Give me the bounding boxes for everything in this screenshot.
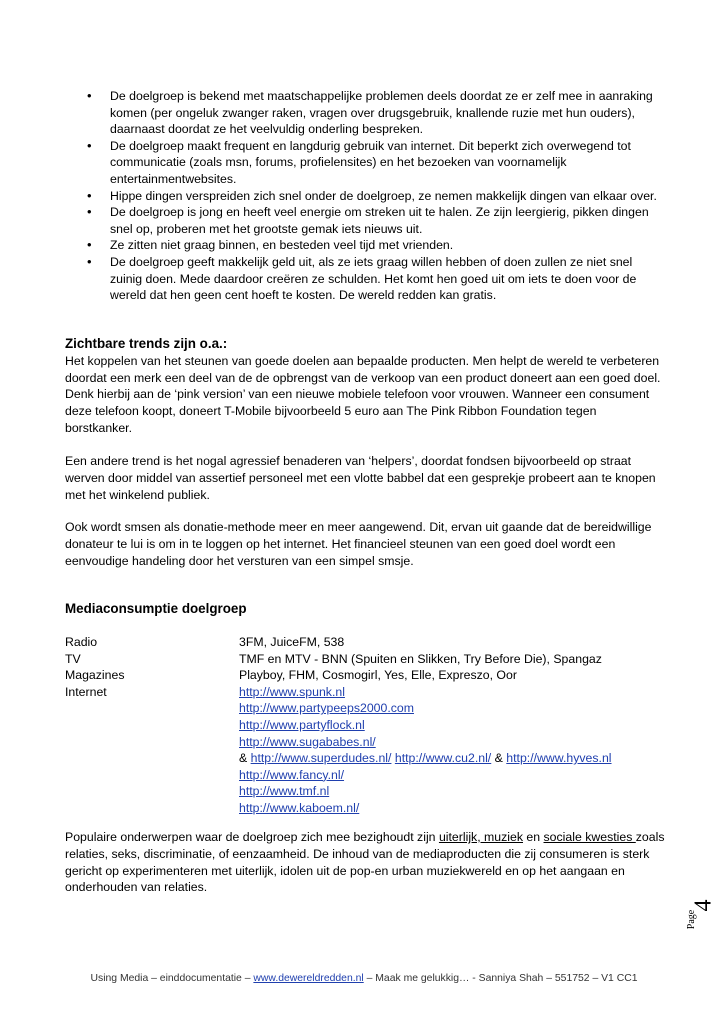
bullet-text: Hippe dingen verspreiden zich snel onder de doelgroep, ze nemen makkelijk dingen van elkaar over.: [110, 188, 657, 203]
link-sugababes[interactable]: http://www.sugababes.nl/: [239, 734, 376, 749]
bullet-text: De doelgroep is bekend met maatschappelijke problemen deels doordat ze er zelf mee in aanraking komen (per ongeluk zwanger raken, vragen over drugsgebruik, knallende ruzie met hun ouders), daarnaast doordat ze het veelvuldig onderling bespreken.: [110, 89, 653, 137]
list-item: [65, 237, 665, 254]
media-heading: Mediaconsumptie doelgroep: [65, 601, 247, 616]
bullet-icon: •: [87, 253, 92, 269]
media-row-magazines: [65, 667, 665, 684]
media-value: 3FM, JuiceFM, 538: [239, 635, 345, 649]
bullet-icon: •: [87, 237, 92, 253]
footer-link[interactable]: www.dewereldredden.nl: [253, 973, 364, 984]
bullet-text: De doelgroep is jong en heeft veel energie om streken uit te halen. Ze zijn leergierig, pikken dingen snel op, proberen met het grootste gemak iets nieuws uit.: [110, 205, 649, 236]
bullet-icon: •: [87, 204, 92, 220]
link-spunk[interactable]: http://www.spunk.nl: [239, 684, 345, 699]
ampersand-text: &: [239, 751, 251, 766]
underlined-topics-2: sociale kwesties: [543, 830, 636, 844]
trends-section: [65, 336, 665, 437]
link-fancy[interactable]: http://www.fancy.nl/: [239, 767, 345, 782]
bullet-icon: •: [87, 187, 92, 203]
media-label: TV: [65, 651, 81, 666]
ampersand-text: &: [491, 751, 507, 766]
page-word: Page: [686, 909, 698, 930]
list-item: [65, 188, 665, 205]
media-label: Internet: [65, 684, 107, 699]
media-value: TMF en MTV - BNN (Spuiten en Slikken, Try Before Die), Spangaz: [239, 651, 602, 666]
internet-links: [239, 684, 665, 817]
trends-paragraph-2: Een andere trend is het nogal agressief benaderen van ‘helpers’, doordat fondsen bijvoorbeeld op straat werven door middel van assertief personeel met een vlotte babbel dat een gesprekje probeert aan te knopen met het winkelend publiek.: [65, 454, 656, 502]
media-row-radio: [65, 634, 665, 651]
bullet-text: De doelgroep geeft makkelijk geld uit, als ze iets graag willen hebben of doen zullen ze niet snel zuinig doen. Mede daardoor creëren ze schulden. Het komt hen goed uit om iets te doen voor de wereld dat hen geen cent hoeft te kosten. De wereld redden kan gratis.: [110, 254, 637, 303]
list-item: [65, 204, 665, 237]
bullet-text: De doelgroep maakt frequent en langdurig gebruik van internet. Dit beperkt zich overwegend tot communicatie (zoals msn, forums, profielensites) en het bezoeken van voornamelijk entertainmentwebsites.: [110, 138, 631, 186]
media-label: Radio: [65, 635, 98, 649]
trends-paragraph-1: Het koppelen van het steunen van goede doelen aan bepaalde producten. Men helpt de wereld te verbeteren doordat een merk een deel van de de opbrengst van de verkoop van een product doneert aan een goed doel. Denk hierbij aan de ‘pink version’ van een nieuwe mobiele telefoon voor vrouwen. Wanneer een consument deze telefoon koopt, doneert T-Mobile bijvoorbeeld 5 euro aan The Pink Ribbon Foundation tegen borstkanker.: [65, 353, 661, 435]
bullet-icon: •: [87, 137, 92, 153]
closing-paragraph: [65, 829, 665, 896]
closing-text-1: Populaire onderwerpen waar de doelgroep zich mee bezighoudt zijn: [65, 830, 439, 844]
link-cu2[interactable]: http://www.cu2.nl/: [394, 751, 492, 766]
link-hyves[interactable]: http://www.hyves.nl: [506, 751, 612, 766]
page-number: 4: [690, 899, 717, 912]
media-row-tv: [65, 651, 665, 668]
page-number-marker: [686, 892, 720, 944]
underlined-topics-1: uiterlijk, muziek: [438, 830, 523, 844]
link-tmf[interactable]: http://www.tmf.nl: [239, 784, 330, 799]
closing-text-2: en: [523, 830, 544, 844]
page-footer: [0, 973, 728, 984]
link-partyflock[interactable]: http://www.partyflock.nl: [239, 717, 365, 732]
link-kaboem[interactable]: http://www.kaboem.nl/: [239, 800, 360, 815]
closing-text-3: zoals relaties, seks, discriminatie, of eenzaamheid. De inhoud van de mediaproducten die zij consumeren is sterk gericht op experimenteren met uiterlijk, idolen uit de pop-en urban muziekwereld en op het aangaan en onderhouden van relaties.: [65, 830, 665, 895]
trends-paragraph-3: Ook wordt smsen als donatie-methode meer en meer aangewend. Dit, ervan uit gaande dat de bereidwillige donateur te lui is om in te loggen op het internet. Het financieel steunen van een goed doel wordt een eenvoudige handeling door het versturen van een simpel smsje.: [65, 520, 652, 568]
media-value: Playboy, FHM, Cosmogirl, Yes, Elle, Expreszo, Oor: [239, 668, 517, 683]
media-row-internet: [65, 684, 665, 817]
media-label: Magazines: [65, 668, 125, 683]
link-superdudes[interactable]: http://www.superdudes.nl/: [250, 751, 392, 766]
target-group-bullet-list: [65, 88, 665, 304]
bullet-icon: •: [87, 88, 92, 103]
link-partypeeps[interactable]: http://www.partypeeps2000.com: [239, 701, 414, 716]
list-item: [65, 254, 665, 304]
list-item: [65, 88, 665, 138]
footer-text-before: Using Media – einddocumentatie –: [90, 973, 254, 984]
bullet-text: Ze zitten niet graag binnen, en besteden veel tijd met vrienden.: [110, 238, 454, 253]
media-table: [65, 634, 665, 817]
trends-heading: Zichtbare trends zijn o.a.:: [65, 336, 228, 351]
list-item: [65, 138, 665, 188]
footer-text-after: – Maak me gelukkig… - Sanniya Shah – 551752 – V1 CC1: [363, 973, 638, 984]
